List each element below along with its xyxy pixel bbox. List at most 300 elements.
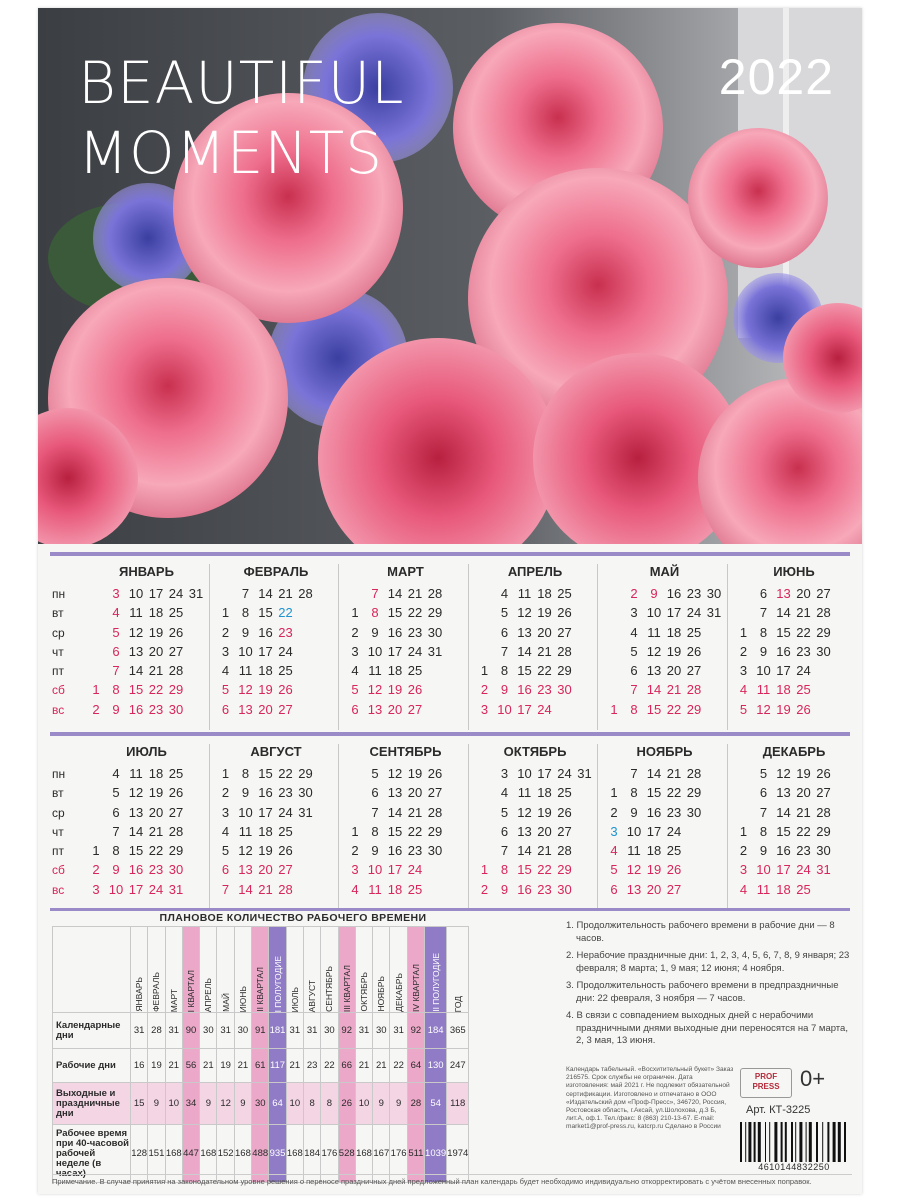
day-cell: 17	[517, 701, 532, 717]
day-cell	[86, 623, 106, 642]
week-row	[600, 803, 729, 822]
day-cell	[216, 584, 236, 603]
barcode-bar	[844, 1122, 846, 1162]
day-cell: 26	[278, 843, 293, 859]
day-cell	[834, 680, 854, 699]
week-row	[600, 661, 729, 680]
table-cell: 92	[407, 1013, 424, 1049]
week-row	[341, 700, 470, 719]
day-cell: 21	[796, 605, 811, 621]
day-cell: 10	[756, 663, 771, 679]
day-cell: 27	[168, 804, 184, 820]
day-cell: 20	[148, 804, 164, 820]
table-cell: 28	[407, 1083, 424, 1125]
day-cell	[296, 642, 316, 661]
day-cell	[186, 661, 206, 680]
day-cell	[186, 623, 206, 642]
column-header-text: ДЕКАБРЬ	[393, 973, 404, 1012]
week-row	[730, 603, 859, 622]
day-cell	[296, 822, 316, 841]
table-cell: 152	[217, 1125, 234, 1183]
day-cell: 20	[646, 881, 662, 897]
day-cell	[604, 680, 624, 699]
day-cell: 1	[610, 785, 618, 801]
weekday-label: вт	[52, 786, 64, 801]
day-cell	[425, 880, 445, 899]
day-cell: 2	[739, 643, 748, 659]
table-cell: 31	[390, 1013, 407, 1049]
week-row	[341, 642, 470, 661]
day-cell	[316, 860, 336, 879]
day-cell: 9	[759, 843, 768, 859]
day-cell: 24	[796, 663, 811, 679]
barcode-bar	[758, 1122, 761, 1162]
table-cell: 19	[217, 1049, 234, 1083]
day-cell: 26	[796, 701, 811, 717]
day-cell: 16	[128, 862, 144, 878]
day-cell: 20	[666, 663, 682, 679]
day-cell: 7	[371, 586, 379, 601]
day-cell: 3	[500, 766, 509, 781]
month-separator	[468, 564, 469, 730]
day-cell: 19	[666, 643, 682, 659]
day-cell: 19	[148, 624, 164, 640]
day-cell: 28	[427, 804, 443, 820]
week-row	[82, 880, 211, 899]
month-5	[600, 560, 729, 719]
day-cell: 29	[298, 766, 313, 781]
day-cell: 22	[666, 701, 682, 717]
imprint-text: Календарь табельный. «Восхитительный букет» Заказ 216575. Срок службы не ограничен. Дата изготовления: май 2021 г. Не подлежит обязательной сертификации. Изготовлено и отпечатано в ООО «Издательский дом «Проф-Пресс», 346720, Россия, Ростовская область, г.Аксай, ул.Шолохова, д.3 Б, лит.А, оф.1. Тел./факс: 8 (863) 210-13-67. E-mail: market1@prof-press.ru, katcrp.ru Сделано в России	[566, 1066, 734, 1131]
day-cell	[704, 680, 724, 699]
day-cell: 30	[427, 843, 443, 859]
day-cell: 21	[148, 663, 164, 679]
month-4	[471, 560, 600, 719]
day-cell: 26	[686, 643, 702, 659]
day-cell	[475, 584, 495, 603]
day-cell: 19	[387, 682, 403, 698]
divider-bar	[50, 908, 850, 911]
day-cell: 13	[367, 701, 383, 717]
day-cell: 3	[92, 881, 100, 897]
month-6	[730, 560, 859, 719]
table-cell: 528	[338, 1125, 355, 1183]
barcode-bar	[774, 1122, 777, 1162]
day-cell: 25	[686, 624, 702, 640]
day-cell	[316, 841, 336, 860]
day-cell: 4	[610, 843, 618, 859]
day-cell: 16	[646, 804, 662, 820]
day-cell: 8	[630, 701, 638, 717]
day-cell: 4	[221, 663, 230, 679]
day-cell	[445, 803, 465, 822]
day-cell: 4	[500, 785, 509, 801]
day-cell	[704, 822, 724, 841]
week-row	[341, 584, 470, 603]
table-cell: 15	[131, 1083, 148, 1125]
day-cell: 14	[776, 804, 791, 820]
day-cell: 19	[407, 766, 423, 781]
table-cell: 31	[286, 1013, 303, 1049]
weekday-label: пн	[52, 587, 66, 601]
week-row	[82, 841, 211, 860]
day-cell: 18	[387, 663, 403, 679]
column-header	[373, 927, 390, 1013]
table-cell: 168	[286, 1125, 303, 1183]
day-cell: 30	[816, 643, 831, 659]
day-cell: 22	[796, 823, 811, 839]
day-cell: 21	[666, 766, 682, 781]
month-12	[730, 740, 859, 899]
day-cell	[296, 623, 316, 642]
day-cell: 17	[258, 643, 273, 659]
day-cell: 3	[221, 643, 230, 659]
day-cell: 25	[557, 586, 572, 601]
column-header-text: I КВАРТАЛ	[186, 969, 197, 1012]
week-row	[82, 822, 211, 841]
table-cell: 168	[200, 1125, 217, 1183]
day-cell: 3	[480, 701, 489, 717]
table-cell: 1039	[425, 1125, 447, 1183]
day-cell	[834, 642, 854, 661]
day-cell: 8	[500, 663, 509, 679]
day-cell: 17	[128, 881, 144, 897]
week-row	[600, 880, 729, 899]
day-cell	[296, 680, 316, 699]
column-header-text: IV КВАРТАЛ	[410, 963, 421, 1012]
column-header-text: ЯНВАРЬ	[134, 977, 145, 1012]
day-cell: 8	[630, 785, 638, 801]
day-cell: 2	[739, 843, 748, 859]
day-cell: 19	[646, 862, 662, 878]
column-header-text: ИЮЛЬ	[289, 986, 300, 1012]
table-cell: 488	[252, 1125, 269, 1183]
table-cell: 247	[447, 1049, 469, 1083]
day-cell: 5	[610, 862, 618, 878]
day-cell: 3	[739, 862, 748, 878]
day-cell: 22	[278, 766, 293, 781]
day-cell: 31	[706, 605, 722, 621]
day-cell: 21	[258, 881, 273, 897]
barcode-bar	[769, 1122, 770, 1162]
day-cell: 4	[630, 624, 638, 640]
table-cell: 184	[425, 1013, 447, 1049]
day-cell	[575, 822, 595, 841]
weekday-label: сб	[52, 863, 65, 878]
day-cell: 9	[500, 682, 509, 698]
column-header-text: ФЕВРАЛЬ	[151, 972, 162, 1012]
day-cell: 14	[387, 804, 403, 820]
day-cell: 24	[537, 701, 552, 717]
day-cell	[86, 642, 106, 661]
day-cell: 27	[278, 862, 293, 878]
day-cell	[186, 603, 206, 622]
week-row	[471, 623, 600, 642]
day-cell: 20	[148, 643, 164, 659]
day-cell: 18	[646, 843, 662, 859]
day-cell: 23	[148, 701, 164, 717]
day-cell	[704, 764, 724, 783]
day-cell: 7	[241, 586, 250, 601]
day-cell: 19	[258, 682, 273, 698]
day-cell: 30	[816, 843, 831, 859]
table-cell: 31	[165, 1013, 182, 1049]
week-row	[82, 642, 211, 661]
day-cell	[704, 860, 724, 879]
month-separator	[727, 744, 728, 910]
column-header	[234, 927, 251, 1013]
table-cell: 28	[148, 1013, 165, 1049]
day-cell: 31	[427, 643, 443, 659]
weekday-labels	[52, 765, 82, 900]
day-cell	[445, 841, 465, 860]
day-cell: 24	[557, 766, 572, 781]
day-cell: 16	[387, 843, 403, 859]
column-header-text: НОЯБРЬ	[376, 976, 387, 1012]
week-row	[471, 642, 600, 661]
day-cell: 25	[666, 843, 682, 859]
column-header-text: СЕНТЯБРЬ	[324, 966, 335, 1012]
table-cell: 22	[390, 1049, 407, 1083]
month-separator	[338, 744, 339, 910]
day-cell: 8	[500, 862, 509, 878]
day-cell: 6	[500, 823, 509, 839]
day-cell: 31	[577, 766, 592, 781]
day-cell: 25	[278, 663, 293, 679]
day-cell: 24	[796, 862, 811, 878]
day-cell: 9	[650, 586, 658, 601]
day-cell: 18	[258, 663, 273, 679]
day-cell: 1	[739, 823, 748, 839]
day-cell	[445, 584, 465, 603]
day-cell: 29	[427, 823, 443, 839]
table-cell: 128	[131, 1125, 148, 1183]
day-cell: 22	[537, 862, 552, 878]
week-row	[212, 841, 341, 860]
day-cell: 3	[112, 586, 120, 601]
day-cell: 22	[407, 605, 423, 621]
day-cell: 19	[537, 804, 552, 820]
day-cell: 29	[168, 682, 184, 698]
month-name: АВГУСТ	[250, 744, 302, 759]
day-cell	[834, 822, 854, 841]
footnote: Примечание. В случае принятия на законодательном уровне решения о переносе праздничных дней предложенный план календарь будет необходимо индивидуально откорректировать с учётом внесенных поправок.	[52, 1174, 852, 1186]
barcode-number: 4610144832250	[758, 1162, 830, 1172]
day-cell: 18	[148, 766, 164, 781]
month-name: ИЮНЬ	[773, 564, 815, 579]
day-cell	[475, 603, 495, 622]
column-header-text: I ПОЛУГОДИЕ	[272, 955, 283, 1012]
table-cell: 181	[269, 1013, 286, 1049]
column-header-text: ОКТЯБРЬ	[359, 972, 369, 1012]
week-row	[471, 661, 600, 680]
week-row	[730, 841, 859, 860]
day-cell: 23	[686, 586, 702, 601]
day-cell: 21	[407, 586, 423, 601]
column-header	[303, 927, 320, 1013]
day-cell: 10	[626, 823, 642, 839]
month-name: МАЙ	[649, 564, 680, 579]
week-row	[471, 783, 600, 802]
day-cell	[475, 841, 495, 860]
day-cell: 5	[221, 843, 230, 859]
day-cell: 9	[500, 881, 509, 897]
day-cell: 27	[278, 701, 293, 717]
day-cell: 12	[517, 605, 532, 621]
table-cell: 30	[234, 1013, 251, 1049]
day-cell: 19	[537, 605, 552, 621]
day-cell: 2	[610, 804, 618, 820]
day-cell: 15	[776, 624, 791, 640]
day-cell: 1	[221, 766, 230, 781]
day-cell	[834, 661, 854, 680]
day-cell: 10	[128, 586, 144, 601]
day-cell	[834, 603, 854, 622]
table-cell: 167	[373, 1125, 390, 1183]
day-cell: 17	[258, 804, 273, 820]
day-cell	[316, 822, 336, 841]
table-cell: 30	[252, 1083, 269, 1125]
table-cell: 447	[182, 1125, 199, 1183]
week-row	[600, 680, 729, 699]
day-cell: 30	[557, 881, 572, 897]
weekday-label: пн	[52, 767, 66, 781]
day-cell: 13	[238, 862, 253, 878]
month-11	[600, 740, 729, 899]
day-cell: 5	[500, 804, 509, 820]
day-cell: 2	[221, 624, 230, 640]
article-number: Арт. КТ-3225	[746, 1104, 811, 1116]
day-cell	[555, 700, 575, 719]
day-cell: 14	[238, 881, 253, 897]
day-cell	[834, 803, 854, 822]
month-9	[341, 740, 470, 899]
day-cell: 19	[258, 843, 273, 859]
day-cell	[186, 803, 206, 822]
day-cell: 6	[500, 624, 509, 640]
week-row	[341, 880, 470, 899]
day-cell: 21	[148, 823, 164, 839]
barcode-bar	[765, 1122, 766, 1162]
publisher-logo: PROF PRESS	[740, 1068, 792, 1098]
day-cell: 4	[351, 881, 359, 897]
month-name: ИЮЛЬ	[126, 744, 167, 759]
day-cell: 18	[387, 881, 403, 897]
day-cell: 25	[557, 785, 572, 801]
table-cell: 34	[182, 1083, 199, 1125]
week-row	[341, 623, 470, 642]
day-cell: 9	[371, 624, 379, 640]
day-cell: 20	[407, 785, 423, 801]
week-row	[600, 603, 729, 622]
weekday-label: пт	[52, 664, 64, 679]
table-cell: 21	[373, 1049, 390, 1083]
table-cell: 130	[425, 1049, 447, 1083]
table-cell: 168	[355, 1125, 372, 1183]
day-cell: 18	[537, 785, 552, 801]
day-cell	[445, 623, 465, 642]
day-cell: 13	[517, 624, 532, 640]
day-cell: 17	[646, 823, 662, 839]
day-cell: 16	[666, 586, 682, 601]
day-cell: 3	[221, 804, 230, 820]
day-cell: 28	[278, 881, 293, 897]
week-row	[600, 822, 729, 841]
week-row	[341, 661, 470, 680]
day-cell: 27	[557, 823, 572, 839]
day-cell	[604, 603, 624, 622]
day-cell	[704, 803, 724, 822]
week-row	[341, 764, 470, 783]
day-cell	[814, 880, 834, 899]
barcode-icon	[738, 1122, 850, 1162]
table-cell: 365	[447, 1013, 469, 1049]
table-corner	[53, 927, 131, 1013]
day-cell	[814, 661, 834, 680]
day-cell	[704, 783, 724, 802]
day-cell: 23	[407, 624, 423, 640]
month-separator	[727, 564, 728, 730]
week-row	[82, 783, 211, 802]
week-row	[212, 584, 341, 603]
table-cell: 9	[373, 1083, 390, 1125]
day-cell: 30	[686, 804, 702, 820]
day-cell: 2	[92, 862, 100, 878]
day-cell	[345, 584, 365, 603]
day-cell	[704, 623, 724, 642]
day-cell: 1	[480, 862, 489, 878]
week-row	[730, 680, 859, 699]
note-item: 2. Нерабочие праздничные дни: 1, 2, 3, 4, 5, 6, 7, 8, 9 января; 23 февраля; 8 марта; 1, 9 мая; 12 июня; 4 ноября.	[566, 950, 850, 974]
table-cell: 168	[234, 1125, 251, 1183]
table-cell: 64	[269, 1083, 286, 1125]
table-cell: 26	[338, 1083, 355, 1125]
day-cell: 17	[666, 605, 682, 621]
day-cell: 1	[739, 624, 748, 640]
day-cell: 13	[128, 643, 144, 659]
table-cell: 56	[182, 1049, 199, 1083]
week-row	[471, 584, 600, 603]
day-cell: 12	[626, 862, 642, 878]
day-cell: 25	[278, 823, 293, 839]
day-cell: 22	[666, 785, 682, 801]
day-cell: 21	[537, 643, 552, 659]
row-label: Рабочие дни	[53, 1049, 131, 1083]
table-cell: 16	[131, 1049, 148, 1083]
day-cell: 13	[128, 804, 144, 820]
day-cell: 4	[351, 663, 359, 679]
week-row	[471, 603, 600, 622]
day-cell: 26	[168, 785, 184, 801]
month-2	[212, 560, 341, 719]
day-cell	[684, 860, 704, 879]
day-cell: 11	[517, 586, 532, 601]
day-cell: 17	[776, 862, 791, 878]
week-row	[212, 700, 341, 719]
day-cell: 3	[630, 605, 638, 621]
week-row	[341, 680, 470, 699]
day-cell	[316, 661, 336, 680]
day-cell: 24	[666, 823, 682, 839]
day-cell: 2	[480, 881, 489, 897]
table-cell: 9	[390, 1083, 407, 1125]
month-name: МАРТ	[387, 564, 424, 579]
day-cell: 23	[796, 643, 811, 659]
day-cell: 13	[238, 701, 253, 717]
day-cell: 10	[756, 862, 771, 878]
day-cell: 12	[756, 701, 771, 717]
day-cell: 10	[238, 643, 253, 659]
